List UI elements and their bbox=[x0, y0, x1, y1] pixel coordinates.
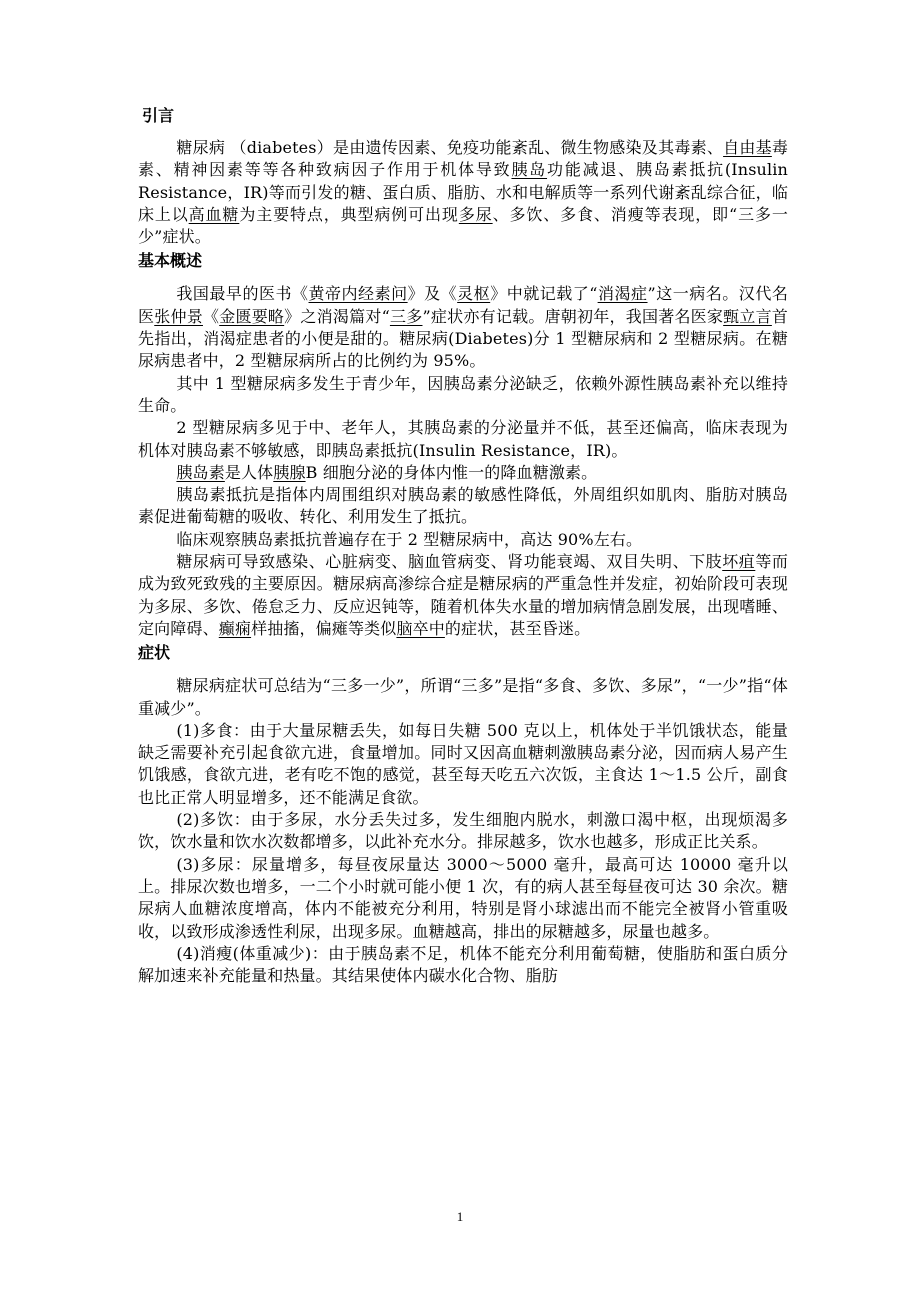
text-run: 糖尿病症状可总结为“三多一少”，所谓“三多”是指“多食、多饮、多尿”，“一少”指“体重减少”。 bbox=[138, 676, 788, 718]
underlined-term: 胰腺 bbox=[273, 462, 306, 482]
text-run: 的症状，甚至昏迷。 bbox=[444, 618, 591, 638]
paragraph bbox=[138, 720, 788, 809]
paragraph bbox=[138, 943, 788, 988]
underlined-term: 脑卒中 bbox=[396, 618, 445, 638]
text-run: 毒素、精神因素等等各种致病因子作用于机体导致 bbox=[138, 138, 788, 180]
document-body bbox=[138, 104, 788, 987]
text-run: 首先指出，消渴症患者的小便是甜的。糖尿病(Diabetes)分 1 型糖尿病和 2 型糖尿病。在糖尿病患者中，2 型糖尿病所占的比例约为 95%。 bbox=[138, 306, 789, 371]
text-run: 为主要特点，典型病例可出现 bbox=[239, 204, 459, 224]
text-run: 样抽搐，偏瘫等类似 bbox=[251, 618, 397, 638]
text-run: 其中 1 型糖尿病多发生于青少年，因胰岛素分泌缺乏，依赖外源性胰岛素补充以维持生命。 bbox=[138, 373, 788, 415]
paragraph bbox=[138, 137, 788, 248]
text-run: 功能减退、胰岛素抵抗(Insulin Resistance，IR)等而引发的糖、蛋白质、脂肪、水和电解质等一系列代谢紊乱综合征，临床上以 bbox=[138, 160, 789, 224]
underlined-term: 甄立言 bbox=[723, 306, 772, 326]
page-number: 1 bbox=[456, 1209, 464, 1224]
text-run: (1)多食：由于大量尿糖丢失，如每日失糖 500 克以上，机体处于半饥饿状态，能量缺乏需要补充引起食欲亢进，食量增加。同时又因高血糖刺激胰岛素分泌，因而病人易产生饥饿感，食欲亢进，老有吃不饱的感觉，甚至每天吃五六次饭，主食达 1～1.5 公斤，副食也比正常人明显增多，还不能满足食欲。 bbox=[138, 720, 788, 807]
text-run: 我国最早的医书《 bbox=[176, 284, 309, 304]
paragraph bbox=[138, 283, 788, 372]
section-heading: 症状 bbox=[138, 643, 171, 663]
text-run: 》中就记载了“ bbox=[490, 284, 598, 304]
underlined-term: 胰岛 bbox=[511, 160, 548, 180]
text-run: 糖尿病 （diabetes）是由遗传因素、免疫功能紊乱、微生物感染及其毒素、 bbox=[176, 138, 724, 157]
text-run: (3)多尿：尿量增多，每昼夜尿量达 3000～5000 毫升，最高可达 10000 毫升以上。排尿次数也增多，一二个小时就可能小便 1 次，有的病人甚至每昼夜可达 30 余次。糖尿病人血糖浓度增高，体内不能被充分利用，特别是肾小球滤出而不能完全被肾小管重吸收，以致形成渗透性利尿，出现多尿。血糖越高，排出的尿糖越多，尿量也越多。 bbox=[138, 854, 788, 941]
text-run: 糖尿病可导致感染、心脏病变、脑血管病变、肾功能衰竭、双目失明、下肢 bbox=[176, 552, 723, 572]
text-run: ”症状亦有记载。唐朝初年，我国著名医家 bbox=[422, 306, 724, 326]
text-run: 《 bbox=[202, 306, 220, 326]
text-run: B 细胞分泌的身体内惟一的降血糖激素。 bbox=[305, 462, 598, 482]
underlined-term: 消渴症 bbox=[597, 284, 648, 304]
paragraph bbox=[138, 809, 788, 854]
underlined-term: 灵枢 bbox=[457, 284, 491, 304]
underlined-term: 金匮要略 bbox=[219, 306, 285, 326]
paragraph bbox=[138, 462, 788, 484]
text-run: 等而成为致死致残的主要原因。糖尿病高渗综合症是糖尿病的严重急性并发症，初始阶段可表现为多尿、多饮、倦怠乏力、反应迟钝等，随着机体失水量的增加病情急剧发展，出现嗜睡、定向障碍、 bbox=[138, 552, 789, 638]
underlined-term: 坏疽 bbox=[722, 552, 756, 572]
text-run: 胰岛素抵抗是指体内周围组织对胰岛素的敏感性降低，外周组织如肌肉、脂肪对胰岛素促进葡萄糖的吸收、转化、利用发生了抵抗。 bbox=[138, 485, 788, 527]
paragraph bbox=[138, 373, 788, 418]
paragraph bbox=[138, 417, 788, 462]
paragraph bbox=[138, 551, 788, 640]
underlined-term: 黄帝内经素问 bbox=[308, 284, 408, 304]
underlined-term: 自由基 bbox=[723, 138, 772, 157]
text-run: 》之消渴篇对“ bbox=[284, 306, 390, 326]
underlined-term: 高血糖 bbox=[188, 204, 240, 224]
text-run: (2)多饮：由于多尿，水分丢失过多，发生细胞内脱水，刺激口渴中枢，出现烦渴多饮，饮水量和饮水次数都增多，以此补充水分。排尿越多，饮水也越多，形成正比关系。 bbox=[138, 810, 788, 852]
underlined-term: 多尿 bbox=[458, 204, 493, 224]
text-run: (4)消瘦(体重减少)：由于胰岛素不足，机体不能充分利用葡萄糖，使脂肪和蛋白质分解加速来补充能量和热量。其结果使体内碳水化合物、脂肪 bbox=[138, 943, 788, 986]
paragraph bbox=[138, 484, 788, 529]
underlined-term: 胰岛素 bbox=[176, 462, 225, 482]
text-run: 临床观察胰岛素抵抗普遍存在于 2 型糖尿病中，高达 90%左右。 bbox=[176, 529, 643, 549]
underlined-term: 三多 bbox=[389, 306, 423, 326]
text-run: 是人体 bbox=[224, 462, 274, 482]
section-heading: 基本概述 bbox=[138, 251, 203, 271]
paragraph bbox=[138, 529, 788, 551]
section-heading: 引言 bbox=[142, 106, 175, 125]
text-run: ”这一病名。汉代名医 bbox=[138, 284, 788, 326]
paragraph bbox=[138, 675, 788, 720]
text-run: 、多饮、多食、消瘦等表现，即“三多一少”症状。 bbox=[138, 204, 788, 247]
paragraph bbox=[138, 854, 788, 943]
text-run: 》及《 bbox=[407, 284, 458, 304]
underlined-term: 癫痫 bbox=[218, 618, 252, 638]
underlined-term: 张仲景 bbox=[154, 306, 203, 326]
text-run: 2 型糖尿病多见于中、老年人，其胰岛素的分泌量并不低，甚至还偏高，临床表现为机体对胰岛素不够敏感，即胰岛素抵抗(Insulin Resistance，IR)。 bbox=[138, 418, 788, 460]
